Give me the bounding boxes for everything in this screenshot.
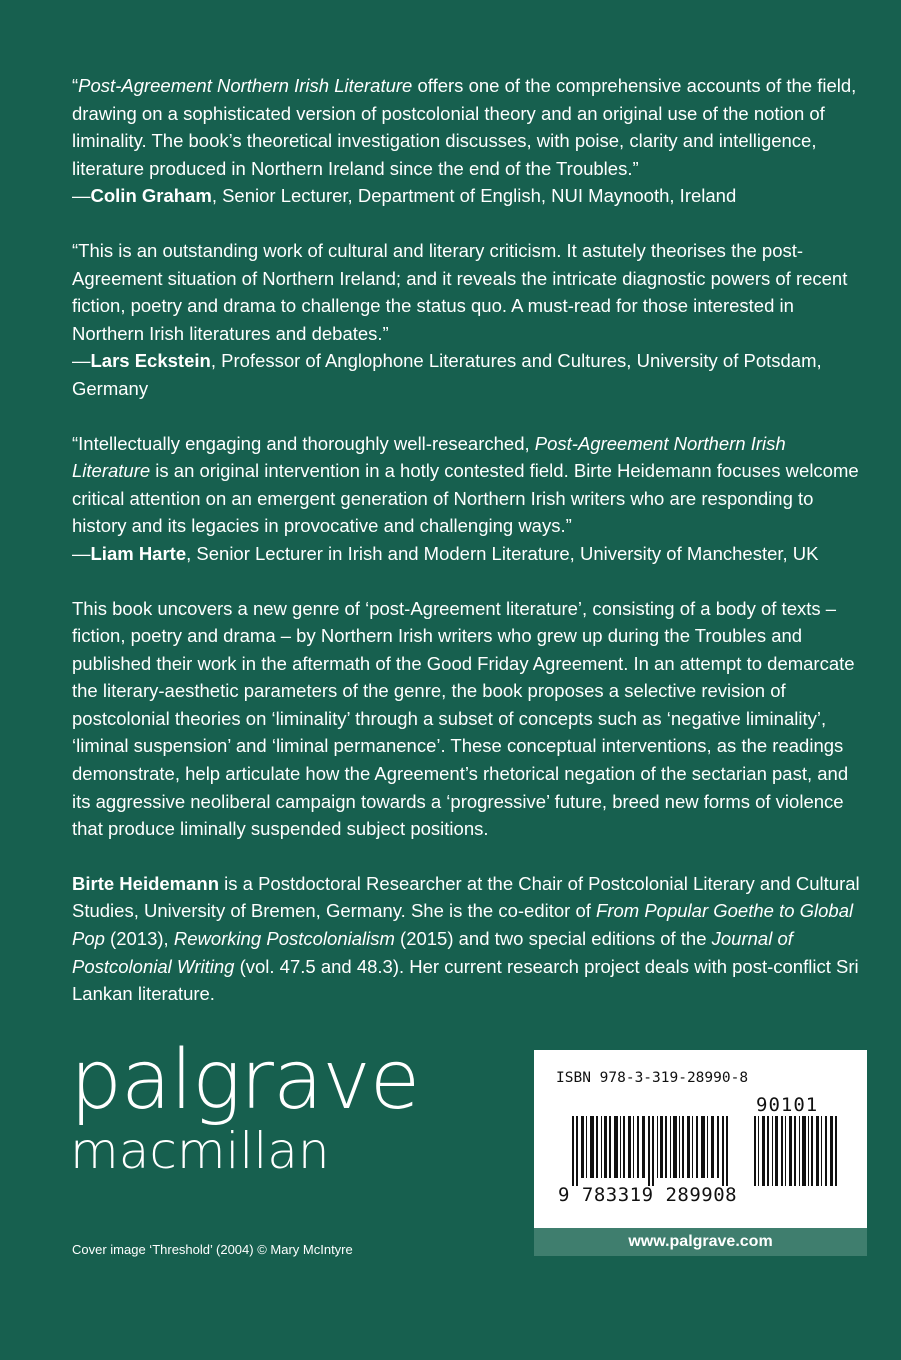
review-3-attribution: —Liam Harte, Senior Lecturer in Irish and Modern Literature, University of Manchester, UK [72, 542, 819, 564]
book-description: This book uncovers a new genre of ‘post-Agreement literature’, consisting of a body of texts – fiction, poetry and drama – by Northern Irish writers who grew up during the Troubles and published their work in the aftermath of the Good Friday Agreement. In an attempt to demarcate the literary-aesthetic parameters of the genre, the book proposes a selective revision of postcolonial theories on ‘liminality’ through a subset of concepts such as ‘negative liminality’, ‘liminal suspension’ and ‘liminal permanence’. These conceptual interventions, as the readings demonstrate, help articulate how the Agreement’s rhetorical negation of the sectarian past, and its aggressive neoliberal campaign towards a ‘progressive’ future, breed new forms of violence that produce liminally suspended subject positions. [72, 597, 855, 840]
review-3 [72, 430, 862, 568]
review-1 [72, 72, 862, 210]
publisher-url[interactable]: www.palgrave.com [534, 1228, 867, 1256]
review-2-attribution: —Lars Eckstein, Professor of Anglophone Literatures and Cultures, University of Potsdam, Germany [72, 350, 822, 399]
price-code: 90101 [756, 1094, 819, 1116]
ean-barcode-icon [572, 1116, 742, 1186]
review-2 [72, 237, 862, 403]
reviewer-affiliation: , Senior Lecturer, Department of English, NUI Maynooth, Ireland [211, 185, 737, 207]
publisher-logo: palgrave macmillan [70, 1033, 420, 1180]
author-bio: Birte Heidemann is a Postdoctoral Researcher at the Chair of Postcolonial Literary and Cultural Studies, University of Bremen, Germany. She is the co-editor of From Popular Goethe to Global Pop (2013), Reworking Postcolonialism (2015) and two special editions of the Journal of Postcolonial Writing (vol. 47.5 and 48.3). Her current research project deals with post-conflict Sri Lankan literature. [72, 872, 860, 1005]
reviewer-affiliation: , Professor of Anglophone Literatures and Cultures, University of Potsdam, Germany [72, 350, 822, 399]
review-2-quote: “This is an outstanding work of cultural and literary criticism. It astutely theorises the post-Agreement situation of Northern Ireland; and it reveals the intricate diagnostic powers of recent fiction, poetry and drama to challenge the status quo. A must-read for those interested in Northern Irish literatures and debates.” [72, 239, 848, 344]
author-name: Birte Heidemann [72, 872, 220, 894]
book-title-ref: Post-Agreement Northern Irish Literature [72, 432, 786, 482]
review-1-quote: “Post-Agreement Northern Irish Literature offers one of the comprehensive accounts of the field, drawing on a sophisticated version of postcolonial theory and an original use of the notion of liminality. The book’s theoretical investigation discusses, with poise, clarity and intelligence, literature produced in Northern Ireland since the end of the Troubles.” [72, 75, 857, 179]
review-1-attribution: —Colin Graham, Senior Lecturer, Department of English, NUI Maynooth, Ireland [72, 185, 737, 207]
price-barcode-icon [754, 1116, 844, 1186]
reviewer-name: Lars Eckstein [90, 350, 211, 372]
barcode-area [534, 1050, 867, 1228]
reviewer-name: Liam Harte [90, 542, 187, 564]
back-cover-text [72, 72, 862, 1035]
cover-credit: Cover image ‘Threshold’ (2004) © Mary McIntyre [72, 1242, 353, 1257]
ean-number: 9 783319 289908 [558, 1184, 738, 1206]
barcode-panel [534, 1050, 867, 1256]
reviewer-name: Colin Graham [90, 185, 212, 207]
reviewer-affiliation: , Senior Lecturer in Irish and Modern Literature, University of Manchester, UK [186, 542, 819, 564]
isbn-text: ISBN 978-3-319-28990-8 [556, 1070, 749, 1086]
review-3-quote: “Intellectually engaging and thoroughly well-researched, Post-Agreement Northern Irish Literature is an original intervention in a hotly contested field. Birte Heidemann focuses welcome critical attention on an emergent generation of Northern Irish writers who are responding to history and its legacies in provocative and challenging ways.” [72, 432, 859, 537]
book-title-ref: Post-Agreement Northern Irish Literature [78, 75, 413, 96]
